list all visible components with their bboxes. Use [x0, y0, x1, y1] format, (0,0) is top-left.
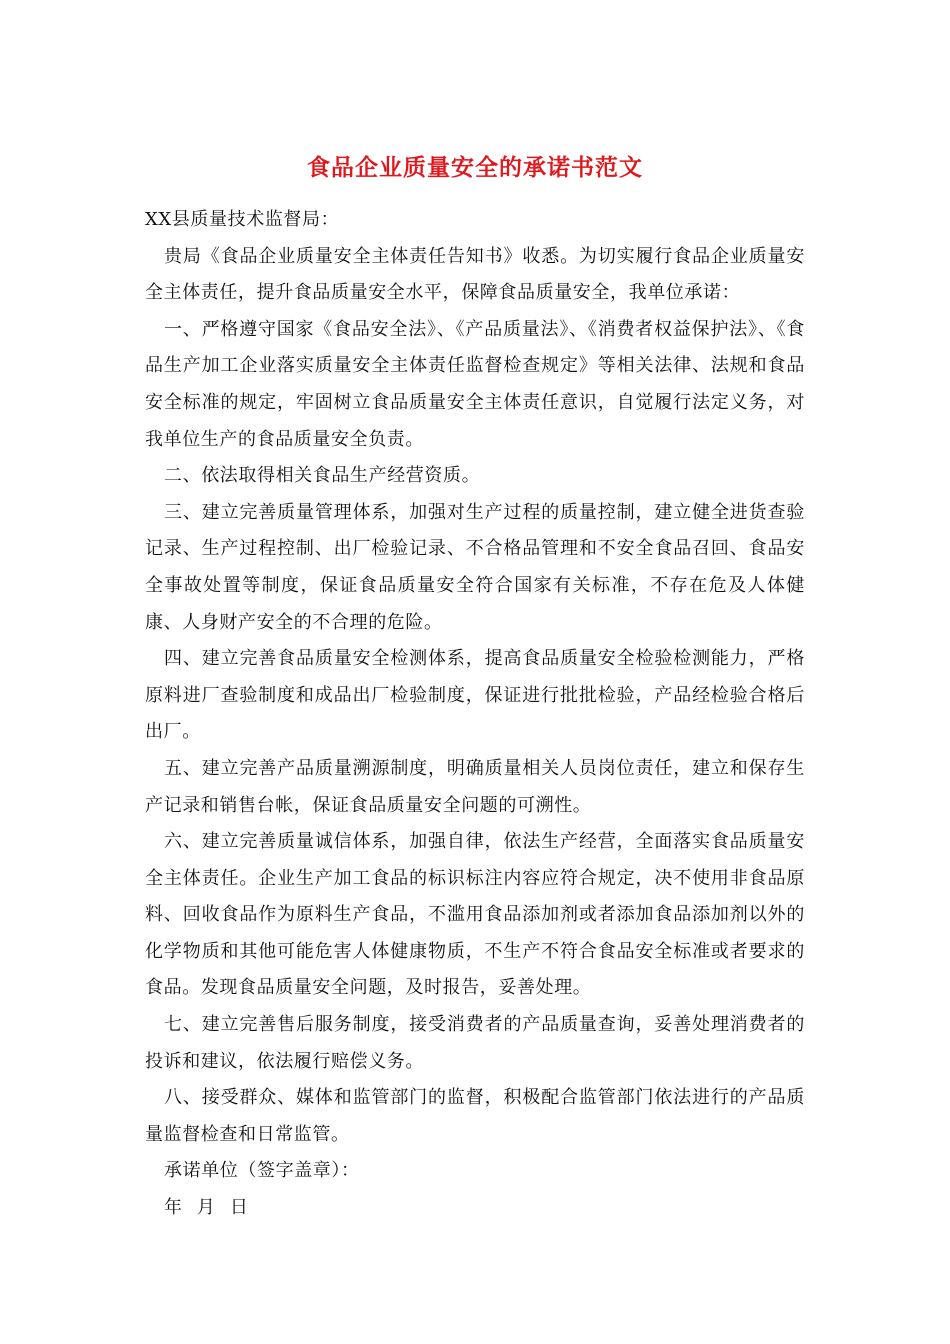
signature-line: 承诺单位（签字盖章）：: [164, 1160, 360, 1182]
paragraph-item-5: 五、建立完善产品质量溯源制度，明确质量相关人员岗位责任，建立和保存生产记录和销售台帐，保证食品质量安全问题的可溯性。: [145, 757, 805, 816]
paragraph-item-3: 三、建立完善质量管理体系，加强对生产过程的质量控制，建立健全进货查验记录、生产过程控制、出厂检验记录、不合格品管理和不安全食品召回、食品安全事故处置等制度，保证食品质量安全符合国家有关标准，不存在危及人体健康、人身财产安全的不合理的危险。: [145, 501, 805, 633]
paragraph-intro: 贵局《食品企业质量安全主体责任告知书》收悉。为切实履行食品企业质量安全主体责任，提升食品质量安全水平，保障食品质量安全，我单位承诺：: [145, 245, 805, 304]
document-body: [145, 202, 805, 1227]
document-title: 食品企业质量安全的承诺书范文: [307, 154, 643, 181]
paragraph-item-4: 四、建立完善食品质量安全检测体系，提高食品质量安全检验检测能力，严格原料进厂查验制度和成品出厂检验制度，保证进行批批检验，产品经检验合格后出厂。: [145, 648, 805, 743]
date-line: 年 月 日: [164, 1197, 249, 1219]
document-page: [145, 148, 805, 1227]
paragraph-item-6: 六、建立完善质量诚信体系，加强自律，依法生产经营，全面落实食品质量安全主体责任。企业生产加工食品的标识标注内容应符合规定，决不使用非食品原料、回收食品作为原料生产食品，不滥用食品添加剂或者添加食品添加剂以外的化学物质和其他可能危害人体健康物质，不生产不符合食品安全标准或者要求的食品。发现食品质量安全问题，及时报告，妥善处理。: [145, 831, 805, 999]
salutation: XX县质量技术监督局：: [145, 209, 340, 230]
paragraph-item-8: 八、接受群众、媒体和监管部门的监督，积极配合监管部门依法进行的产品质量监督检查和日常监管。: [145, 1087, 805, 1145]
paragraph-item-7: 七、建立完善售后服务制度，接受消费者的产品质量查询，妥善处理消费者的投诉和建议，依法履行赔偿义务。: [145, 1014, 805, 1072]
paragraph-item-2: 二、依法取得相关食品生产经营资质。: [164, 465, 481, 487]
paragraph-item-1: 一、严格遵守国家《食品安全法》、《产品质量法》、《消费者权益保护法》、《食品生产加工企业落实质量安全主体责任监督检查规定》等相关法律、法规和食品安全标准的规定，牢固树立食品质量安全主体责任意识，自觉履行法定义务，对我单位生产的食品质量安全负责。: [145, 318, 805, 450]
